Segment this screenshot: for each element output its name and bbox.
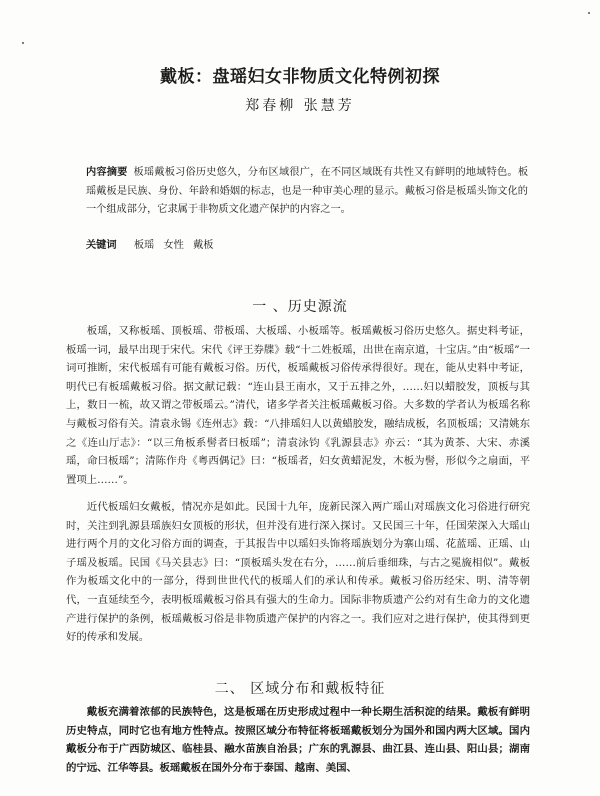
abstract-label: 内容摘要 (86, 166, 128, 178)
keywords-label: 关键词 (86, 239, 117, 251)
keywords-block (86, 237, 528, 254)
abstract-block (86, 163, 528, 220)
section2-paragraph-1: 戴板充满着浓郁的民族特色，这是板瑶在历史形成过程中一种长期生活积淀的结果。戴板有鲜明历史特点，同时它也有地方性特点。按照区域分布特征将板瑶戴板划分为国外和国内两大区域。国内戴板分布于广西防城区、临桂县、融水苗族自治县；广东的乳源县、曲江县、连山县、阳山县；湖南的宁远、江华等县。板瑶戴板在国外分布于泰国、越南、美国、 (66, 706, 530, 774)
keyword-item: 女性 (163, 240, 184, 251)
section1-paragraph-2: 近代板瑶妇女戴板，情况亦是如此。民国十九年，庞新民深入两广瑶山对瑶族文化习俗进行研究时，关注到乳源县瑶族妇女顶板的形状，但并没有进行深入探讨。又民国三十年，任国荣深入大瑶山进行两个月的文化习俗方面的调查，于其报告中以瑶妇头饰将瑶族划分为寨山瑶、花蓝瑶、正瑶、山子瑶及板瑶。民国《马关县志》曰：“顶板瑶头发在右分，……前后垂细珠，与古之冕旒相似”。戴板作为板瑶文化中的一部分，得到世世代代的板瑶人们的承认和传承。戴板习俗历经宋、明、清等朝代，一直延续至今，表明板瑶戴板习俗具有强大的生命力。国际非物质遗产公约对有生命力的文化遗产进行保护的条例，板瑶戴板习俗是非物质遗产保护的内容之一。我们应对之进行保护，使其得到更好的传承和发展。 (66, 501, 530, 644)
scan-speck (22, 42, 24, 44)
section1-paragraph-1: 板瑶，又称板瑶、顶板瑶、带板瑶、大板瑶、小板瑶等。板瑶戴板习俗历史悠久。据史料考证，板瑶一词，最早出现于宋代。宋代《评王券牒》载“十二姓板瑶，出世在南京道，十宝店。”由“板瑶”一词可推断，宋代板瑶有可能有戴板习俗。历代，板瑶戴板习俗传承得很好。现在，能从史料中考证，明代已有板瑶戴板习俗。据文献记载：“连山县王南水，又于五排之外，……妇以蜡胶发，顶板与其上，数日一梳，故又谓之带板瑶云。”清代，诸多学者关注板瑶戴板习俗。大多数的学者认为板瑶名称与戴板习俗有关。清袁永锡《连州志》载：“八排瑶妇人以黄蜡胶发，融结成板，名顶板瑶；又清姚东之《连山厅志》：“以三角板系髻者曰板瑶”；清袁泳钧《乳源县志》亦云：“其为黄茶、大宋、赤溪瑶，命曰板瑶”；清陈作舟《粤西偶记》曰：“板瑶者，妇女黄蜡泥发，木板为髻，形似今之扇面，平置项上……”。 (66, 325, 530, 486)
keyword-item: 板瑶 (133, 240, 155, 251)
scan-speck (588, 12, 590, 14)
keyword-item: 戴板 (193, 240, 214, 251)
section-heading: 二、 区域分布和戴板特征 (214, 681, 386, 697)
section-heading: 一 、历史源流 (252, 299, 348, 315)
article-authors: 郑春柳 张慧芳 (245, 98, 355, 114)
abstract-text: 板瑶戴板习俗历史悠久，分布区域很广，在不同区域既有共性又有鲜明的地域特色。板瑶戴板是民族、身份、年龄和婚姻的标志，也是一种审美心理的显示。戴板习俗是板瑶头饰文化的一个组成部分，它隶属于非物质文化遗产保护的内容之一。 (86, 167, 529, 215)
article-title: 戴板：盘瑶妇女非物质文化特例初探 (160, 67, 440, 87)
